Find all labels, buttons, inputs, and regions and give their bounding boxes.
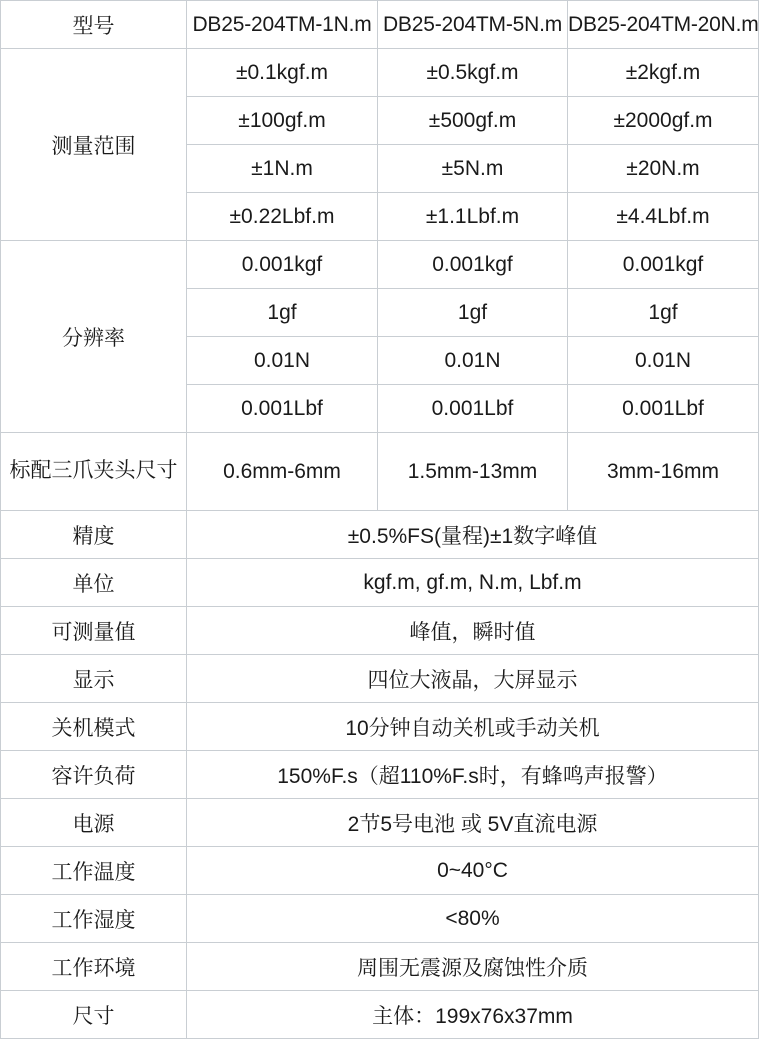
resolution-r1-c2: 0.001kgf bbox=[378, 241, 568, 289]
measuring-range-r3-c1: ±1N.m bbox=[187, 145, 378, 193]
row-label-accuracy: 精度 bbox=[1, 511, 187, 559]
row-value-measurable-value: 峰值，瞬时值 bbox=[187, 607, 759, 655]
measuring-range-r1-c2: ±0.5kgf.m bbox=[378, 49, 568, 97]
row-label-operating-humidity: 工作湿度 bbox=[1, 895, 187, 943]
table-row-header bbox=[1, 1, 759, 49]
row-label-display: 显示 bbox=[1, 655, 187, 703]
table-row bbox=[1, 241, 759, 289]
resolution-r4-c1: 0.001Lbf bbox=[187, 385, 378, 433]
chuck-size-c2: 1.5mm-13mm bbox=[378, 433, 568, 511]
table-row bbox=[1, 895, 759, 943]
measuring-range-r3-c2: ±5N.m bbox=[378, 145, 568, 193]
table-row bbox=[1, 433, 759, 511]
chuck-size-c3: 3mm-16mm bbox=[568, 433, 759, 511]
row-label-resolution: 分辨率 bbox=[1, 241, 187, 433]
table-row bbox=[1, 751, 759, 799]
row-label-operating-temperature: 工作温度 bbox=[1, 847, 187, 895]
measuring-range-r4-c3: ±4.4Lbf.m bbox=[568, 193, 759, 241]
row-label-operating-environment: 工作环境 bbox=[1, 943, 187, 991]
row-value-unit: kgf.m, gf.m, N.m, Lbf.m bbox=[187, 559, 759, 607]
measuring-range-r1-c3: ±2kgf.m bbox=[568, 49, 759, 97]
resolution-r1-c1: 0.001kgf bbox=[187, 241, 378, 289]
resolution-r2-c3: 1gf bbox=[568, 289, 759, 337]
table-row bbox=[1, 799, 759, 847]
row-value-operating-temperature: 0~40°C bbox=[187, 847, 759, 895]
table-row bbox=[1, 991, 759, 1039]
resolution-r3-c3: 0.01N bbox=[568, 337, 759, 385]
measuring-range-r2-c3: ±2000gf.m bbox=[568, 97, 759, 145]
header-model-2: DB25-204TM-5N.m bbox=[378, 1, 568, 49]
resolution-r4-c3: 0.001Lbf bbox=[568, 385, 759, 433]
measuring-range-r4-c2: ±1.1Lbf.m bbox=[378, 193, 568, 241]
resolution-r3-c2: 0.01N bbox=[378, 337, 568, 385]
row-label-chuck-size: 标配三爪夹头尺寸 bbox=[1, 433, 187, 511]
chuck-size-c1: 0.6mm-6mm bbox=[187, 433, 378, 511]
measuring-range-r2-c1: ±100gf.m bbox=[187, 97, 378, 145]
row-value-accuracy: ±0.5%FS(量程)±1数字峰值 bbox=[187, 511, 759, 559]
measuring-range-r4-c1: ±0.22Lbf.m bbox=[187, 193, 378, 241]
table-row bbox=[1, 49, 759, 97]
resolution-r3-c1: 0.01N bbox=[187, 337, 378, 385]
row-label-power-supply: 电源 bbox=[1, 799, 187, 847]
row-value-shutdown-mode: 10分钟自动关机或手动关机 bbox=[187, 703, 759, 751]
row-label-measurable-value: 可测量值 bbox=[1, 607, 187, 655]
table-row bbox=[1, 943, 759, 991]
resolution-r2-c2: 1gf bbox=[378, 289, 568, 337]
row-label-shutdown-mode: 关机模式 bbox=[1, 703, 187, 751]
row-label-unit: 单位 bbox=[1, 559, 187, 607]
resolution-r2-c1: 1gf bbox=[187, 289, 378, 337]
table-row bbox=[1, 511, 759, 559]
header-model-3: DB25-204TM-20N.m bbox=[568, 1, 759, 49]
measuring-range-r2-c2: ±500gf.m bbox=[378, 97, 568, 145]
table-row bbox=[1, 703, 759, 751]
row-label-dimensions: 尺寸 bbox=[1, 991, 187, 1039]
table-row bbox=[1, 847, 759, 895]
row-label-allowable-load: 容许负荷 bbox=[1, 751, 187, 799]
resolution-r4-c2: 0.001Lbf bbox=[378, 385, 568, 433]
row-value-display: 四位大液晶，大屏显示 bbox=[187, 655, 759, 703]
table-row bbox=[1, 559, 759, 607]
row-value-allowable-load: 150%F.s（超110%F.s时，有蜂鸣声报警） bbox=[187, 751, 759, 799]
resolution-r1-c3: 0.001kgf bbox=[568, 241, 759, 289]
table-row bbox=[1, 607, 759, 655]
measuring-range-r1-c1: ±0.1kgf.m bbox=[187, 49, 378, 97]
row-value-operating-humidity: <80% bbox=[187, 895, 759, 943]
header-label-model: 型号 bbox=[1, 1, 187, 49]
row-value-power-supply: 2节5号电池 或 5V直流电源 bbox=[187, 799, 759, 847]
row-value-operating-environment: 周围无震源及腐蚀性介质 bbox=[187, 943, 759, 991]
row-value-dimensions: 主体：199x76x37mm bbox=[187, 991, 759, 1039]
row-label-measuring-range: 测量范围 bbox=[1, 49, 187, 241]
header-model-1: DB25-204TM-1N.m bbox=[187, 1, 378, 49]
measuring-range-r3-c3: ±20N.m bbox=[568, 145, 759, 193]
table-row bbox=[1, 655, 759, 703]
